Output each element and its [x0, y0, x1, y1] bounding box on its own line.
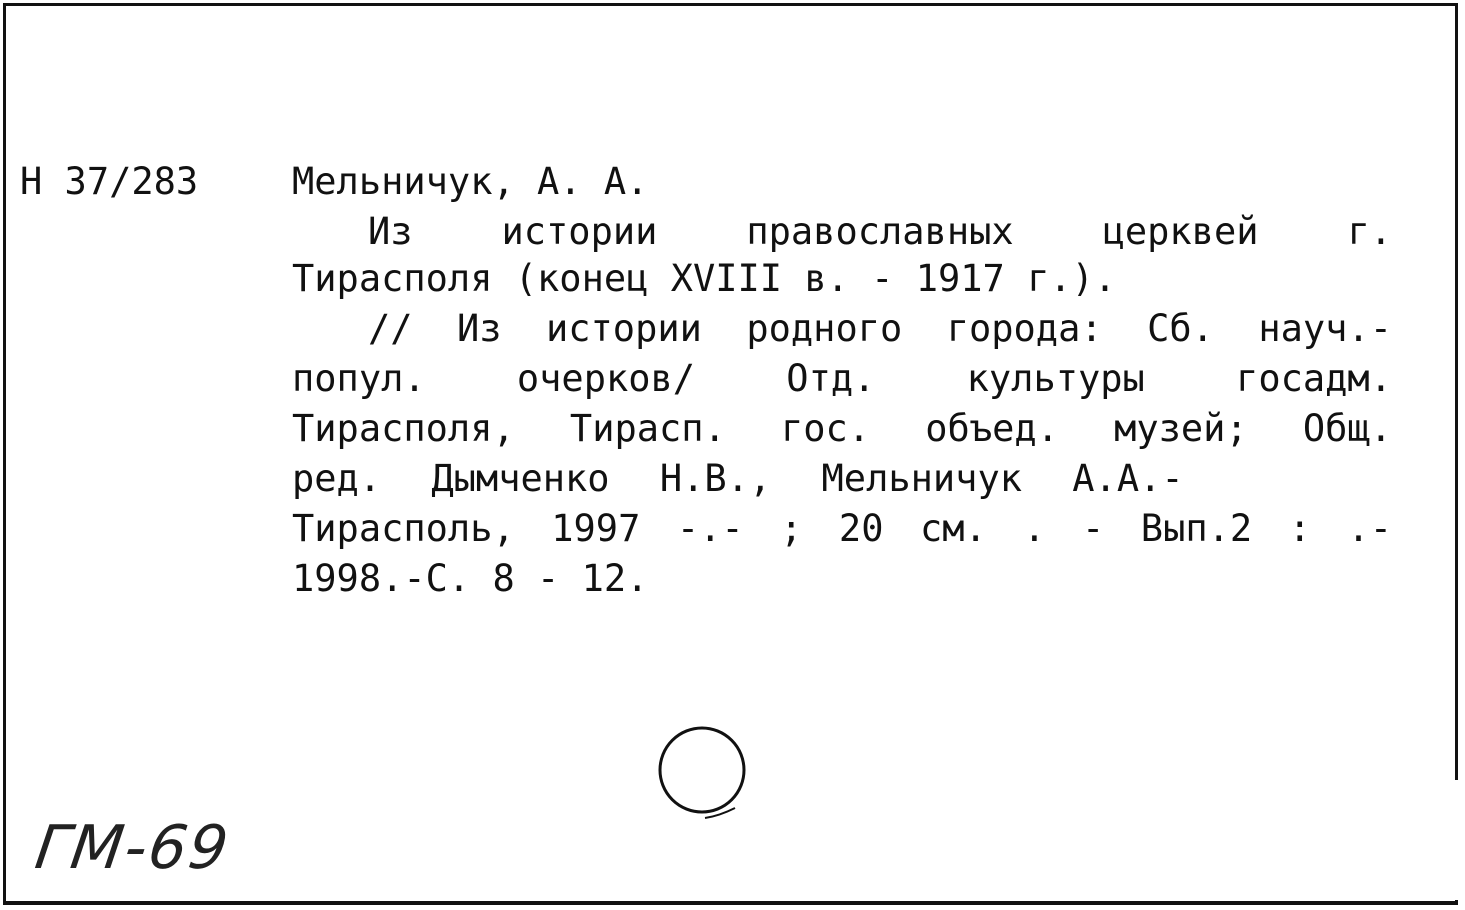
- author-heading: Мельничук, А. А.: [292, 160, 649, 203]
- card-border-gap: [1455, 780, 1463, 900]
- source-line-3: Тирасполя, Тирасп. гос. объед. музей; Общ.: [292, 407, 1392, 450]
- source-line-2: попул. очерков/ Отд. культуры госадм.: [292, 357, 1392, 400]
- card-hole-icon: [657, 722, 757, 837]
- source-line-5: Тирасполь, 1997 -.- ; 20 см. . - Вып.2 : .-: [292, 507, 1392, 550]
- source-line-1: // Из истории родного города: Сб. науч.-: [368, 307, 1392, 350]
- title-line-1: Из истории православных церквей г.: [368, 210, 1392, 253]
- call-number: Н 37/283: [20, 160, 199, 203]
- source-line-6: 1998.-С. 8 - 12.: [292, 557, 649, 600]
- handwritten-mark: ГМ-69: [31, 813, 235, 883]
- title-line-2: Тирасполя (конец XVIII в. - 1917 г.).: [292, 257, 1117, 300]
- source-line-4: ред. Дымченко Н.В., Мельничук А.А.-: [292, 457, 1184, 500]
